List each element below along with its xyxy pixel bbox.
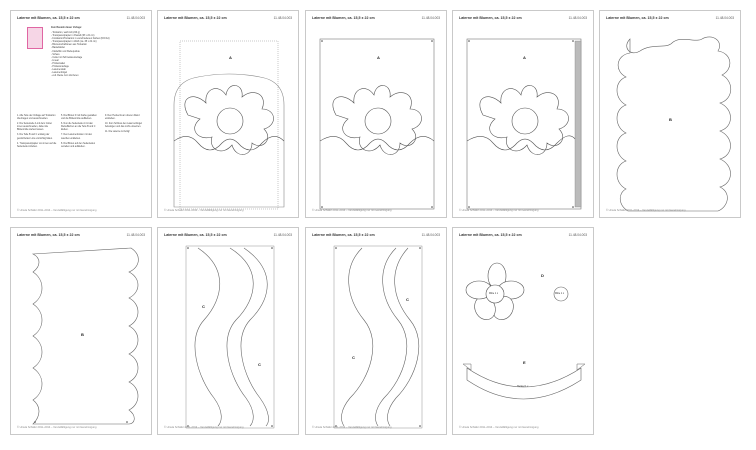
page-title: Laterne mit Blumen, ca. 15,5 x 22 cm — [17, 16, 80, 20]
page-code: 11.48.04.003 — [421, 16, 440, 20]
step-text: 10. Zum Schluss den Laternenbügel befestigen und das Licht einsetzen. — [105, 123, 142, 129]
material-item: - Lineal — [51, 59, 59, 62]
part-c-template-shape — [306, 228, 447, 435]
page-part-c-1 — [157, 227, 299, 435]
flower-center-label: Mitte 1 x — [489, 292, 499, 295]
step-text: 11. Die Laterne ist fertig! — [105, 131, 130, 134]
page-code: 11.48.04.003 — [421, 233, 440, 237]
material-item: - Cutter mit Schneideunterlage — [51, 56, 83, 59]
page-part-b-1 — [599, 10, 741, 218]
material-item: - Bastelkleber — [51, 47, 66, 50]
part-label-b: B — [81, 332, 84, 337]
page-instructions — [10, 10, 152, 218]
page-code: 11.48.04.003 — [568, 233, 587, 237]
steps-column-3 — [105, 115, 147, 136]
steps-column-1 — [17, 115, 57, 151]
step-text: 3. Die Teile B und C entlang der gestrichelten Linie vorsichtig falten. — [17, 134, 53, 140]
step-text: 5. Die Blüten D mit Farbe gestalten und die Blütenmitte aufkleben. — [61, 115, 97, 121]
part-label-a: A — [523, 55, 526, 60]
page-title: Laterne mit Blumen, ca. 15,5 x 22 cm — [164, 16, 227, 20]
step-text: 8. Die Blüten auf den Seitenteilen verteilen und aufkleben. — [61, 142, 96, 148]
part-label-c: C — [258, 362, 261, 367]
page-footer: © Ursula Schäfer 2011–2014 – Vervielfältigung nur mit Genehmigung — [312, 209, 392, 212]
material-item: - Schere — [51, 53, 60, 56]
handle-label: Henkel 1 x — [517, 385, 529, 388]
page-part-c-2 — [305, 227, 447, 435]
page-footer: © Ursula Schäfer 2011–2014 – Vervielfältigung nur mit Genehmigung — [459, 209, 539, 212]
materials-list — [51, 32, 109, 78]
material-item: - Laternenbügel — [51, 72, 68, 75]
page-footer: © Ursula Schäfer 2011–2014 – Vervielfältigung nur mit Genehmigung — [17, 209, 97, 212]
material-item: - Blumenschablonen aus Tonkarton — [51, 44, 87, 47]
page-footer: © Ursula Schäfer 2011–2014 – Vervielfältigung nur mit Genehmigung — [164, 426, 244, 429]
material-item: - Fotokarton/Tonkarton in verschiedenen Farben (DIN A4) — [51, 38, 110, 41]
dot-label: Mitte 1 x — [555, 292, 565, 295]
page-footer: © Ursula Schäfer 2011–2014 – Vervielfältigung nur mit Genehmigung — [17, 426, 97, 429]
step-text: 9. Den Henkel E am oberen Rand einkleben. — [105, 115, 140, 121]
glue-flap-strip — [575, 41, 581, 207]
part-d-e-template-shapes — [453, 228, 594, 435]
page-code: 11.48.04.003 — [126, 233, 145, 237]
page-part-a-2 — [305, 10, 447, 218]
step-text: 7. Den Laternenboden mit den Laschen einkleben. — [61, 134, 93, 140]
steps-column-2 — [61, 115, 101, 151]
material-item: - Transparentpapier in Weiß (ca. 38 x 22 cm) — [51, 41, 97, 44]
part-label-c: C — [202, 304, 205, 309]
page-footer: © Ursula Schäfer 2011–2014 – Vervielfältigung nur mit Genehmigung — [459, 426, 539, 429]
page-code: 11.48.04.003 — [568, 16, 587, 20]
page-title: Laterne mit Blumen, ca. 15,5 x 22 cm — [459, 16, 522, 20]
page-footer: © Ursula Schäfer 2011–2014 – Vervielfältigung nur mit Genehmigung — [606, 209, 686, 212]
part-label-c: C — [406, 297, 409, 302]
part-c-template-shape — [158, 228, 299, 435]
page-title: Laterne mit Blumen, ca. 15,5 x 22 cm — [17, 233, 80, 237]
step-text: 2. Die Seitenteile A mit dem Cutter innen ausschneiden, dabei die Blütenmitte stehen lassen. — [17, 123, 52, 132]
page-part-d-e — [452, 227, 594, 435]
material-item: - Tonkarton, weiß A4 (220 g) — [51, 32, 80, 34]
part-a-template-shape — [158, 11, 299, 218]
page-footer: © Ursula Schäfer 2011–2014 – Vervielfältigung nur mit Genehmigung — [164, 209, 244, 212]
page-code: 11.48.04.003 — [273, 16, 292, 20]
material-item: - Laternenstab — [51, 69, 66, 72]
page-title: Laterne mit Blumen, ca. 15,5 x 22 cm — [459, 233, 522, 237]
page-title: Laterne mit Blumen, ca. 15,5 x 22 cm — [312, 233, 375, 237]
material-item: - Transparentpapier in Pastell (38 x 22 cm) — [51, 35, 95, 38]
part-label-a: A — [229, 55, 232, 60]
material-item: - Prickelunterlage — [51, 66, 69, 69]
page-title: Laterne mit Blumen, ca. 15,5 x 22 cm — [606, 16, 669, 20]
page-part-a-1 — [157, 10, 299, 218]
part-label-e: E — [523, 360, 526, 365]
step-text: 6. Nun die Seitenteile A mit den Klebeflächen an die Teile B und C kleben. — [61, 123, 96, 132]
page-title: Laterne mit Blumen, ca. 15,5 x 22 cm — [312, 16, 375, 20]
page-code: 11.48.04.003 — [273, 233, 292, 237]
part-label-c: C — [352, 355, 355, 360]
page-footer: © Ursula Schäfer 2011–2014 – Vervielfältigung nur mit Genehmigung — [312, 426, 392, 429]
step-text: 4. Transparentpapier von innen auf die Seitenteile A kleben. — [17, 142, 57, 148]
step-text: 1. Alle Teile der Vorlage auf Tonkarton übertragen und ausschneiden. — [17, 115, 56, 121]
page-title: Laterne mit Blumen, ca. 15,5 x 22 cm — [164, 233, 227, 237]
material-item: - evtl. Reste zum Verzieren — [51, 75, 79, 78]
material-item: - Prickelnadel — [51, 62, 65, 65]
page-code: 11.48.04.003 — [126, 16, 145, 20]
part-a-template-shape — [306, 11, 447, 218]
page-part-a-3 — [452, 10, 594, 218]
part-label-b: B — [669, 117, 672, 122]
part-b-template-shape — [600, 11, 741, 218]
page-code: 11.48.04.003 — [715, 16, 734, 20]
materials-heading: Zum Basteln dieser Vorlage: — [51, 27, 82, 29]
lantern-thumbnail-image — [27, 27, 43, 49]
page-part-b-2 — [10, 227, 152, 435]
part-a-template-shape — [453, 11, 594, 218]
part-label-d: D — [541, 273, 544, 278]
material-item: - Klebefilm und Klebepunkte — [51, 50, 80, 53]
part-label-a: A — [377, 55, 380, 60]
